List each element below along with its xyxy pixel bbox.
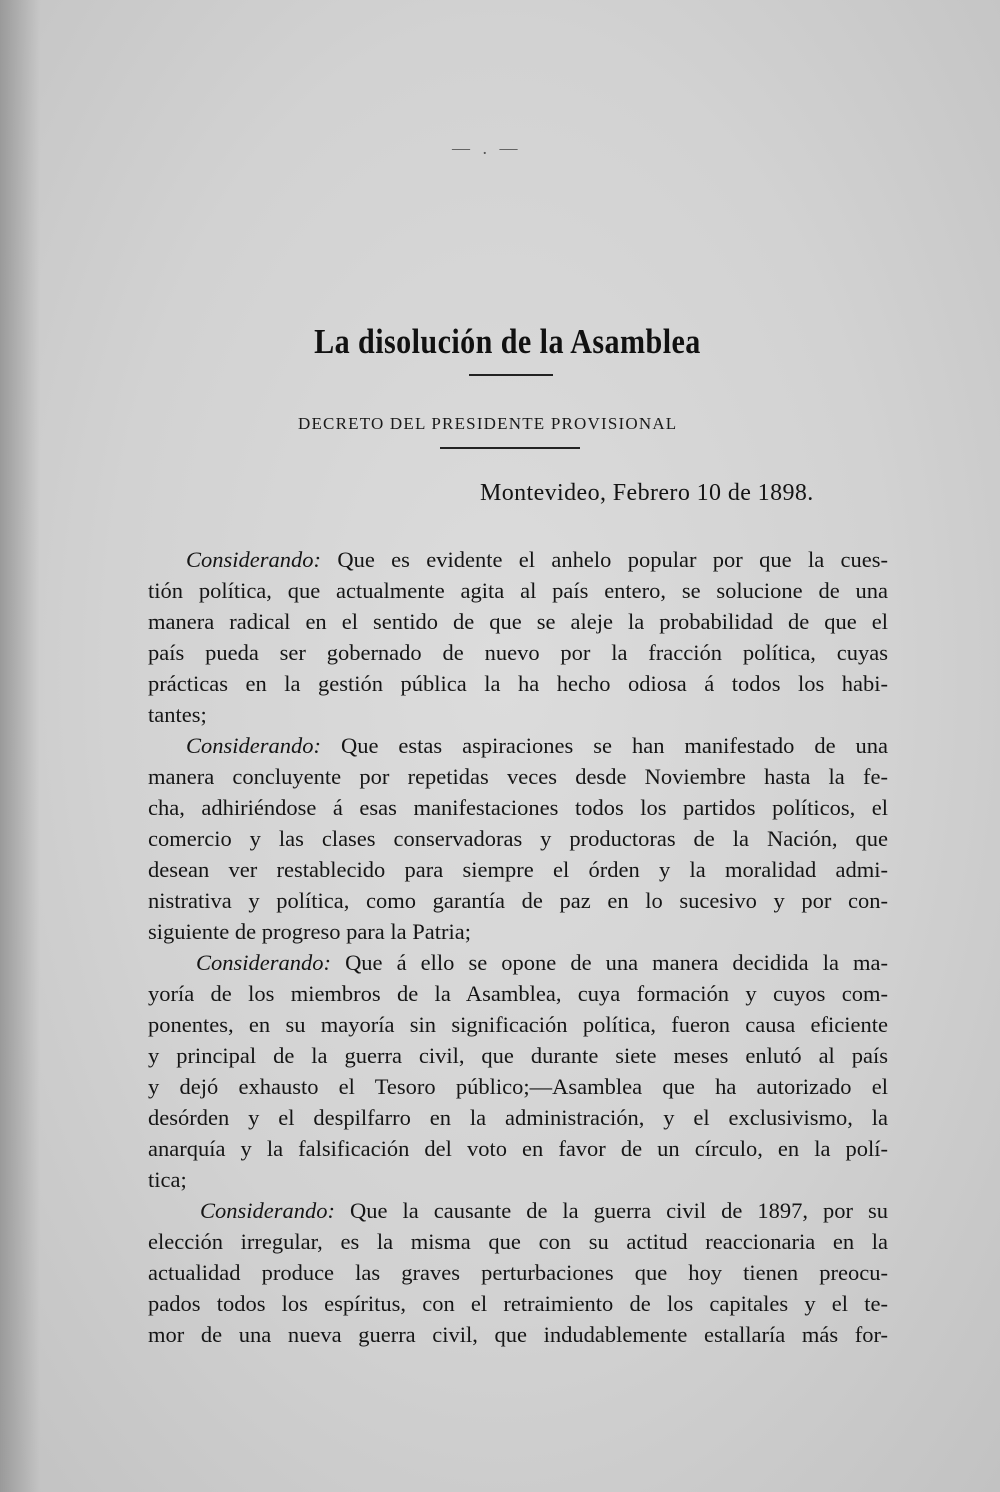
- title-rule: [469, 374, 553, 376]
- paragraph-line: yoría de los miembros de la Asamblea, cuya formación y cuyos com-: [148, 981, 888, 1006]
- paragraph-line: [148, 1195, 888, 1226]
- paragraph-line: y dejó exhausto el Tesoro público;—Asamblea que ha autorizado el: [148, 1074, 888, 1099]
- considerando-lead: Considerando:: [186, 733, 321, 758]
- paragraph-line: tica;: [148, 1167, 187, 1192]
- paragraph-line: comercio y las clases conservadoras y productoras de la Nación, que: [148, 826, 888, 851]
- dateline: Montevideo, Febrero 10 de 1898.: [480, 480, 814, 506]
- paragraph-line: siguiente de progreso para la Patria;: [148, 919, 472, 944]
- line-text: Que á ello se opone de una manera decidida la ma-: [331, 950, 888, 975]
- paragraph-line: [148, 730, 888, 761]
- paragraph-line: manera radical en el sentido de que se aleje la probabilidad de que el: [148, 609, 888, 634]
- paragraph-line: ponentes, en su mayoría sin significación política, fueron causa eficiente: [148, 1012, 888, 1037]
- paragraph-line: [148, 544, 888, 575]
- paragraph-line: manera concluyente por repetidas veces desde Noviembre hasta la fe-: [148, 764, 888, 789]
- top-mark: — . —: [452, 138, 522, 158]
- paragraph-line: pados todos los espíritus, con el retraimiento de los capitales y el te-: [148, 1291, 888, 1316]
- decree-subtitle: DECRETO DEL PRESIDENTE PROVISIONAL: [298, 414, 678, 433]
- paragraph-line: desean ver restablecido para siempre el órden y la moralidad admi-: [148, 857, 888, 882]
- paragraph-line: nistrativa y política, como garantía de paz en lo sucesivo y por con-: [148, 888, 888, 913]
- document-body: [148, 544, 888, 1350]
- paragraph-line: [148, 947, 888, 978]
- paragraph-line: actualidad produce las graves perturbaciones que hoy tienen preocu-: [148, 1260, 888, 1285]
- page-edge-shadow: [0, 0, 40, 1492]
- paragraph-line: país pueda ser gobernado de nuevo por la fracción política, cuyas: [148, 640, 888, 665]
- line-text: Que es evidente el anhelo popular por que la cues-: [321, 547, 888, 572]
- paragraph-line: tión política, que actualmente agita al país entero, se solucione de una: [148, 578, 888, 603]
- considerando-lead: Considerando:: [186, 547, 321, 572]
- paragraph-line: y principal de la guerra civil, que durante siete meses enlutó al país: [148, 1043, 888, 1068]
- considerando-lead: Considerando:: [196, 950, 331, 975]
- paragraph-line: tantes;: [148, 702, 207, 727]
- paragraph-line: prácticas en la gestión pública la ha hecho odiosa á todos los habi-: [148, 671, 888, 696]
- considerando-lead: Considerando:: [200, 1198, 335, 1223]
- paragraph-line: desórden y el despilfarro en la administración, y el exclusivismo, la: [148, 1105, 888, 1130]
- paragraph-line: mor de una nueva guerra civil, que indudablemente estallaría más for-: [148, 1322, 888, 1347]
- line-text: Que la causante de la guerra civil de 1897, por su: [335, 1198, 888, 1223]
- page-title: La disolución de la Asamblea: [314, 322, 701, 361]
- paragraph-line: elección irregular, es la misma que con su actitud reaccionaria en la: [148, 1229, 888, 1254]
- paragraph-line: anarquía y la falsificación del voto en favor de un círculo, en la polí-: [148, 1136, 888, 1161]
- line-text: Que estas aspiraciones se han manifestado de una: [321, 733, 888, 758]
- subtitle-rule: [440, 447, 580, 449]
- paragraph-line: cha, adhiriéndose á esas manifestaciones todos los partidos políticos, el: [148, 795, 888, 820]
